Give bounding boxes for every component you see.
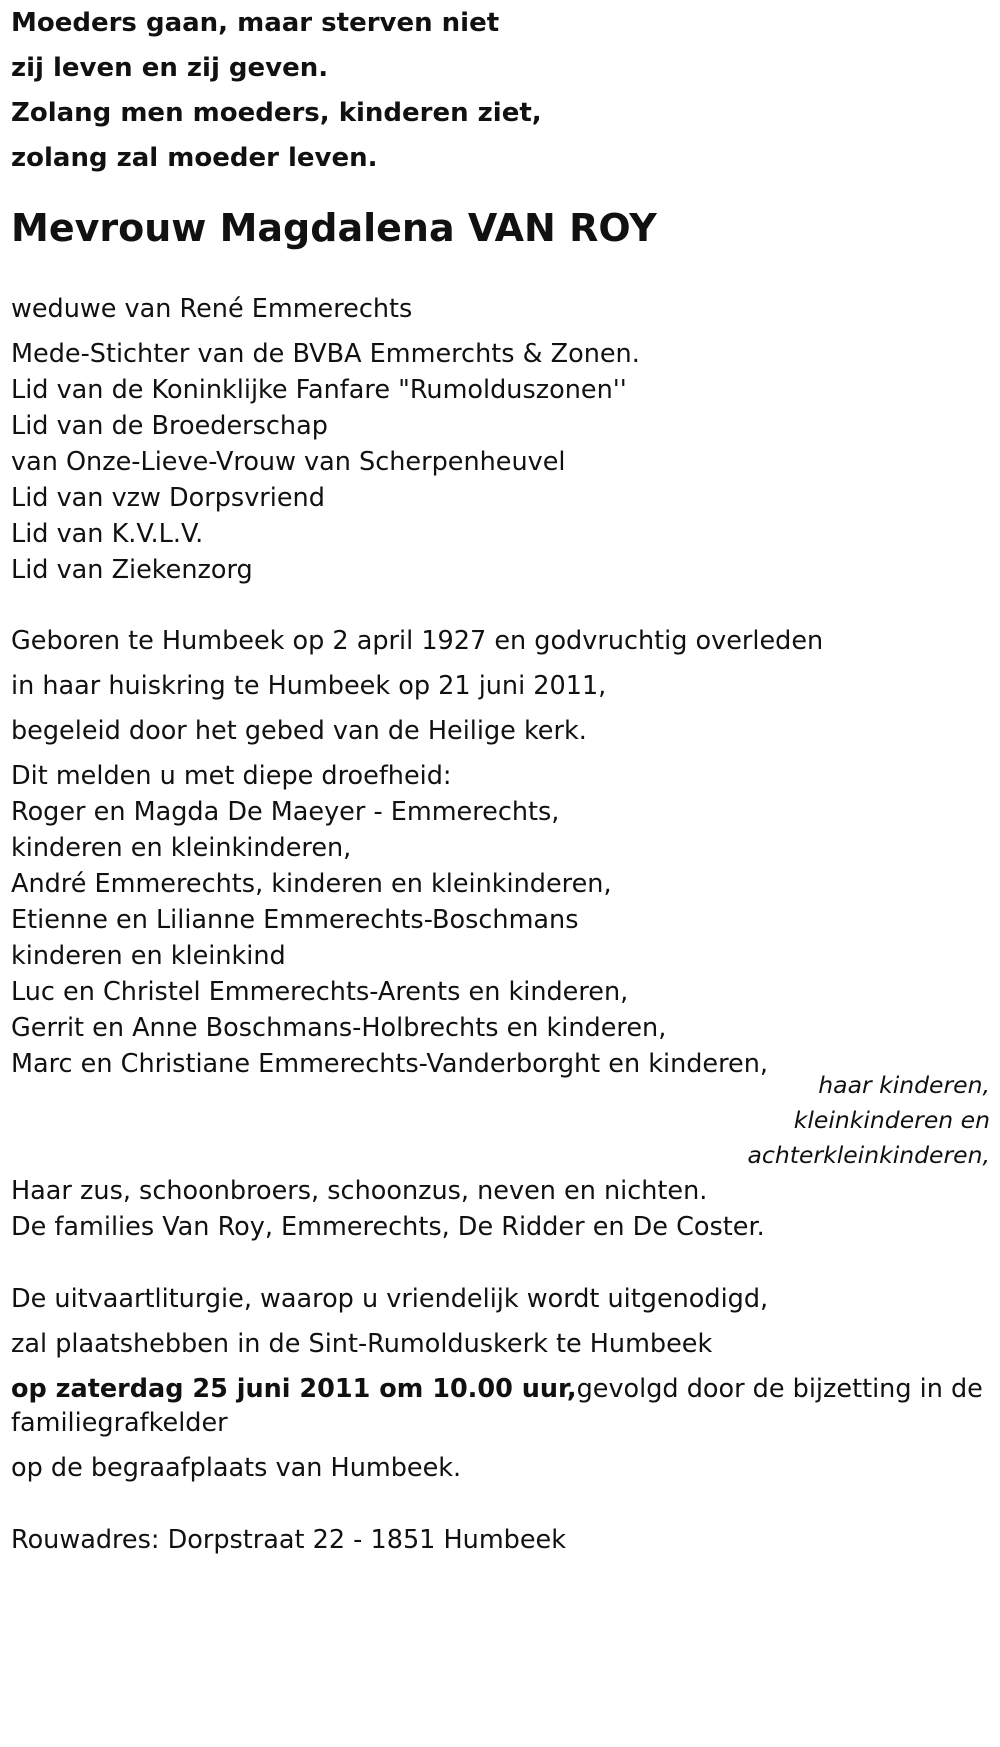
membership-line: Mede-Stichter van de BVBA Emmerchts & Zonen. xyxy=(11,339,640,369)
family-line: De families Van Roy, Emmerechts, De Ridder en De Coster. xyxy=(11,1212,765,1242)
funeral-date-line xyxy=(11,1374,983,1404)
poem-line-2: zij leven en zij geven. xyxy=(11,53,329,83)
announcer-line: kinderen en kleinkinderen, xyxy=(11,833,352,863)
announcer-line: Luc en Christel Emmerechts-Arents en kinderen, xyxy=(11,977,629,1007)
membership-line: van Onze-Lieve-Vrouw van Scherpenheuvel xyxy=(11,447,566,477)
membership-line: Lid van de Koninklijke Fanfare "Rumolduszonen'' xyxy=(11,375,627,405)
funeral-line: De uitvaartliturgie, waarop u vriendelijk wordt uitgenodigd, xyxy=(11,1284,769,1314)
announcer-line: Roger en Magda De Maeyer - Emmerechts, xyxy=(11,797,560,827)
announcer-line: Marc en Christiane Emmerechts-Vanderborght en kinderen, xyxy=(11,1049,768,1079)
announcer-line: André Emmerechts, kinderen en kleinkinderen, xyxy=(11,869,612,899)
signature-line: kleinkinderen en xyxy=(793,1106,990,1134)
announcer-line: kinderen en kleinkind xyxy=(11,941,286,971)
death-notice-line: begeleid door het gebed van de Heilige kerk. xyxy=(11,716,587,746)
mourning-address: Rouwadres: Dorpstraat 22 - 1851 Humbeek xyxy=(11,1525,566,1555)
signature-line: haar kinderen, xyxy=(818,1071,990,1099)
poem-line-3: Zolang men moeders, kinderen ziet, xyxy=(11,98,542,128)
funeral-date: op zaterdag 25 juni 2011 om 10.00 uur, xyxy=(11,1374,577,1404)
deceased-name: Mevrouw Magdalena VAN ROY xyxy=(11,206,657,250)
poem-line-1: Moeders gaan, maar sterven niet xyxy=(11,8,500,38)
death-notice-line: Geboren te Humbeek op 2 april 1927 en godvruchtig overleden xyxy=(11,626,824,656)
funeral-line: zal plaatshebben in de Sint-Rumolduskerk te Humbeek xyxy=(11,1329,713,1359)
funeral-line: familiegrafkelder xyxy=(11,1408,228,1438)
membership-line: Lid van vzw Dorpsvriend xyxy=(11,483,325,513)
signature-line: achterkleinkinderen, xyxy=(747,1141,990,1169)
widow-of: weduwe van René Emmerechts xyxy=(11,294,413,324)
membership-line: Lid van Ziekenzorg xyxy=(11,555,253,585)
poem-line-4: zolang zal moeder leven. xyxy=(11,143,378,173)
funeral-date-rest: gevolgd door de bijzetting in de xyxy=(576,1374,983,1404)
announcer-line: Gerrit en Anne Boschmans-Holbrechts en kinderen, xyxy=(11,1013,667,1043)
membership-line: Lid van de Broederschap xyxy=(11,411,328,441)
announcer-line: Etienne en Lilianne Emmerechts-Boschmans xyxy=(11,905,579,935)
death-notice-line: in haar huiskring te Humbeek op 21 juni 2011, xyxy=(11,671,607,701)
membership-line: Lid van K.V.L.V. xyxy=(11,519,204,549)
funeral-line: op de begraafplaats van Humbeek. xyxy=(11,1453,462,1483)
family-line: Haar zus, schoonbroers, schoonzus, neven en nichten. xyxy=(11,1176,708,1206)
announcer-line: Dit melden u met diepe droefheid: xyxy=(11,761,452,791)
